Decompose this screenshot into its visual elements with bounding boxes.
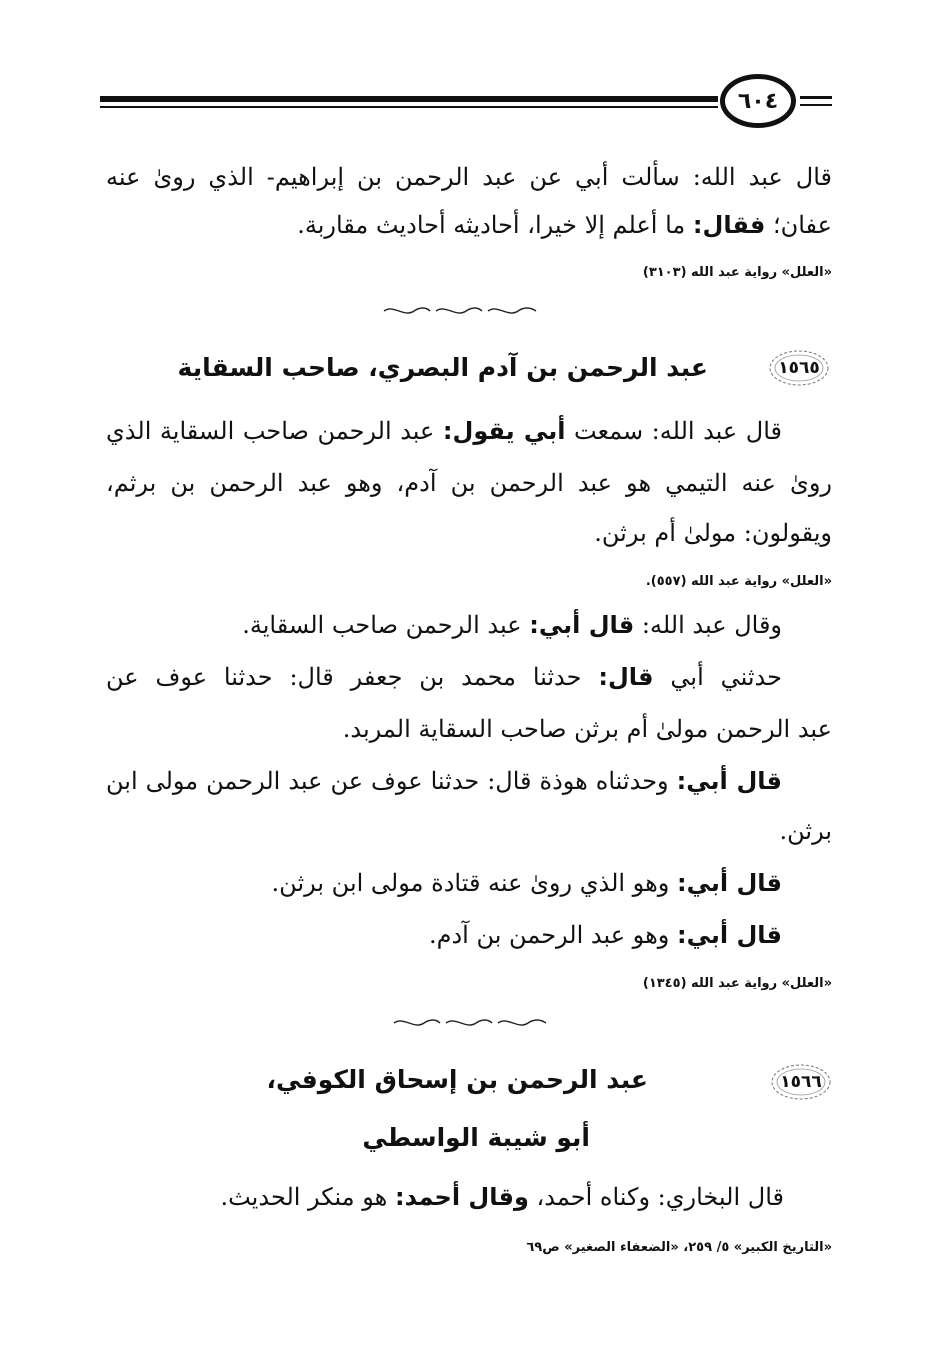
paragraph-5-line-1 <box>106 764 782 798</box>
paragraph-4-line-1 <box>106 660 782 694</box>
ornament-divider <box>380 304 540 318</box>
page-number: ٦٠٤ <box>720 74 796 128</box>
bold-text: قال أبي: <box>676 921 782 949</box>
bold-text: قال أبي: <box>676 767 782 795</box>
paragraph-3 <box>242 608 782 642</box>
entry-title: عبد الرحمن بن إسحاق الكوفي، <box>266 1065 648 1094</box>
bold-text: قال أبي: <box>676 869 782 897</box>
source-citation-2: «العلل» رواية عبد الله (٥٥٧). <box>645 574 832 589</box>
text: وحدثناه هوذة قال: حدثنا عوف عن عبد الرحمن مولى ابن <box>106 767 669 795</box>
paragraph-5-line-2: برثن. <box>779 817 832 845</box>
text: وهو عبد الرحمن بن آدم. <box>429 921 670 949</box>
paragraph-1-line-1: قال عبد الله: سألت أبي عن عبد الرحمن بن إبراهيم- الذي رویٰ عنه <box>106 163 832 191</box>
paragraph-2-line-1 <box>106 414 782 448</box>
entry-number-badge <box>768 348 830 388</box>
paragraph-2-line-2: رویٰ عنه التيمي هو عبد الرحمن بن آدم، وهو عبد الرحمن بن برثم، <box>106 469 832 497</box>
entry-number: ١٥٦٦ <box>780 1072 822 1092</box>
paragraph-4-line-2: عبد الرحمن مولیٰ أم برثن صاحب السقاية المربد. <box>342 715 832 743</box>
text: عفان؛ <box>772 211 832 239</box>
text: حدثني أبي <box>670 663 782 691</box>
text: قال عبد الله: سمعت <box>574 417 782 445</box>
text: وقال عبد الله: <box>641 611 782 639</box>
entry-number-badge <box>770 1062 832 1102</box>
bold-text: قال: <box>598 663 654 691</box>
text: هو منكر الحديث. <box>220 1183 388 1211</box>
paragraph-6 <box>272 866 782 900</box>
entry-number: ١٥٦٥ <box>778 358 820 378</box>
text: ما أعلم إلا خيرا، أحاديثه أحاديث مقاربة. <box>297 211 686 239</box>
text: قال البخاري: وكناه أحمد، <box>536 1183 784 1211</box>
paragraph-8 <box>220 1180 784 1214</box>
text: حدثنا محمد بن جعفر قال: حدثنا عوف عن <box>106 663 582 691</box>
text: وهو الذي رویٰ عنه قتادة مولى ابن برثن. <box>271 869 670 897</box>
header-rule-thin <box>100 106 718 108</box>
bold-text: أبي يقول: <box>442 417 566 445</box>
source-citation-1: «العلل» رواية عبد الله (٣١٠٣) <box>642 265 832 280</box>
header-rule-right-thin <box>800 104 832 106</box>
text: عبد الرحمن صاحب السقاية الذي <box>106 417 435 445</box>
bold-text: وقال أحمد: <box>394 1183 529 1211</box>
ornament-divider <box>390 1016 550 1030</box>
header-rule-right <box>800 96 832 99</box>
header-rule <box>100 96 718 102</box>
entry-subtitle: أبو شيبة الواسطي <box>362 1123 590 1152</box>
paragraph-1-line-2 <box>297 208 832 242</box>
paragraph-2-line-3: ويقولون: مولیٰ أم برثن. <box>594 519 832 547</box>
bold-text: قال أبي: <box>529 611 635 639</box>
entry-title: عبد الرحمن بن آدم البصري، صاحب السقاية <box>177 353 708 382</box>
source-citation-4: «التاريخ الكبير» ٥/ ٢٥٩، «الضعفاء الصغير» ص٦٩ <box>526 1240 832 1255</box>
bold-text: فقال: <box>692 211 766 239</box>
text: عبد الرحمن صاحب السقاية. <box>242 611 522 639</box>
paragraph-7 <box>429 918 782 952</box>
source-citation-3: «العلل» رواية عبد الله (١٣٤٥) <box>642 976 832 991</box>
